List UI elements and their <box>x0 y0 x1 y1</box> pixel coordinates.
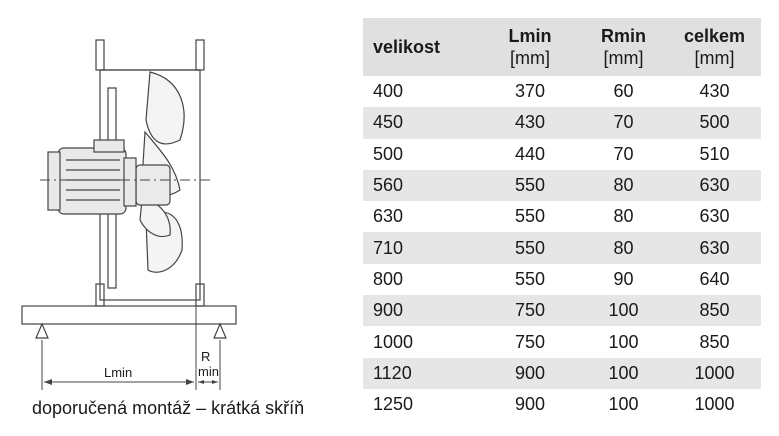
header-rmin <box>579 25 668 69</box>
cell-velikost: 1000 <box>373 331 414 352</box>
header-velikost: velikost <box>373 36 441 57</box>
table-row <box>363 76 761 107</box>
cell-velikost: 900 <box>373 300 404 321</box>
housing-top-flange <box>96 40 104 70</box>
header-lmin-unit: [mm] <box>510 48 550 68</box>
cell-rmin: 100 <box>608 394 639 415</box>
fan-hub <box>136 165 170 205</box>
cell-rmin: 80 <box>613 206 634 227</box>
table-row <box>363 326 761 357</box>
min-label: min <box>198 364 219 379</box>
cell-rmin: 80 <box>613 175 634 196</box>
cell-celkem: 630 <box>699 175 730 196</box>
cell-velikost: 800 <box>373 268 404 289</box>
cell-celkem: 1000 <box>694 394 735 415</box>
cell-velikost: 560 <box>373 175 404 196</box>
cell-celkem: 1000 <box>694 362 735 383</box>
drawing-caption: doporučená montáž – krátká skříň <box>32 398 305 418</box>
header-rmin-unit: [mm] <box>603 48 644 68</box>
cell-rmin: 90 <box>613 268 634 289</box>
base-plate <box>22 306 236 324</box>
cell-celkem: 510 <box>699 143 730 164</box>
motor-body <box>58 148 126 214</box>
cell-lmin: 900 <box>514 394 546 415</box>
r-label: R <box>201 349 211 364</box>
cell-lmin: 430 <box>514 112 546 133</box>
fan-mounting-drawing <box>0 0 350 436</box>
dimensions-table <box>363 18 761 420</box>
table-row <box>363 358 761 389</box>
cell-celkem: 500 <box>699 112 730 133</box>
cell-velikost: 630 <box>373 206 404 227</box>
table-header <box>363 18 761 76</box>
fan-drawing-svg <box>0 0 350 400</box>
table-row <box>363 232 761 263</box>
table-row <box>363 295 761 326</box>
header-celkem <box>668 25 761 69</box>
cell-lmin: 900 <box>514 362 546 383</box>
header-lmin <box>481 25 579 69</box>
cell-rmin: 70 <box>613 112 634 133</box>
terminal-box <box>94 140 124 152</box>
cell-velikost: 450 <box>373 112 404 133</box>
cell-rmin: 100 <box>608 331 639 352</box>
table-row <box>363 201 761 232</box>
table-row <box>363 389 761 420</box>
cell-lmin: 550 <box>514 268 546 289</box>
cell-celkem: 850 <box>699 331 730 352</box>
table-row <box>363 170 761 201</box>
support-foot <box>36 324 48 338</box>
cell-lmin: 550 <box>514 206 546 227</box>
fan-blade <box>146 72 184 144</box>
cell-velikost: 710 <box>373 237 404 258</box>
cell-lmin: 440 <box>514 143 546 164</box>
support-foot <box>214 324 226 338</box>
cell-velikost: 500 <box>373 143 404 164</box>
cell-rmin: 60 <box>613 81 634 102</box>
table-row <box>363 107 761 138</box>
cell-celkem: 630 <box>699 237 730 258</box>
cell-lmin: 550 <box>514 237 546 258</box>
cell-lmin: 550 <box>514 175 546 196</box>
cell-lmin: 370 <box>514 81 546 102</box>
cell-celkem: 850 <box>699 300 730 321</box>
cell-celkem: 630 <box>699 206 730 227</box>
header-celkem-title: celkem <box>683 26 746 46</box>
cell-lmin: 750 <box>514 331 546 352</box>
cell-rmin: 100 <box>608 300 639 321</box>
cell-rmin: 70 <box>613 143 634 164</box>
cell-lmin: 750 <box>514 300 546 321</box>
header-lmin-title: Lmin <box>508 26 552 46</box>
cell-rmin: 100 <box>608 362 639 383</box>
header-rmin-title: Rmin <box>601 26 646 46</box>
table-row <box>363 139 761 170</box>
cell-velikost: 1120 <box>373 362 412 383</box>
cell-celkem: 430 <box>699 81 730 102</box>
lmin-label: Lmin <box>104 365 133 380</box>
cell-celkem: 640 <box>699 268 730 289</box>
header-celkem-unit: [mm] <box>694 48 735 68</box>
cell-rmin: 80 <box>613 237 634 258</box>
cell-velikost: 1250 <box>373 394 414 415</box>
table-row <box>363 264 761 295</box>
cell-velikost: 400 <box>373 81 404 102</box>
